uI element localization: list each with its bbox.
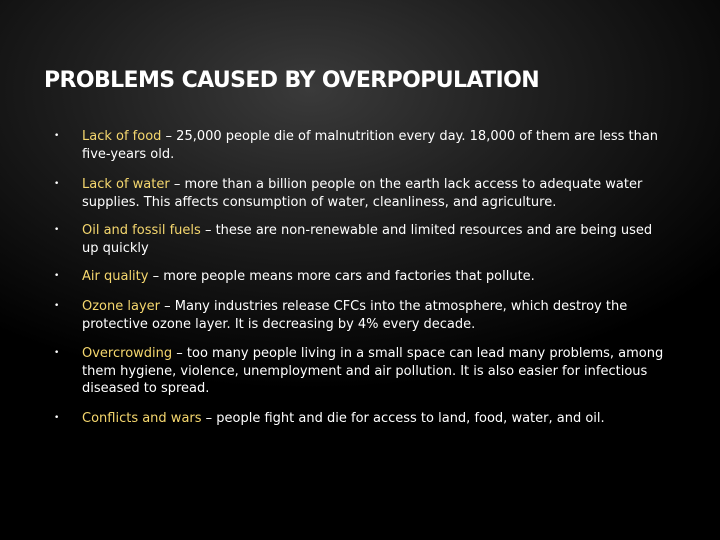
bullet-text [82,176,672,211]
bullet-description: – people fight and die for access to land, food, water, and oil. [201,411,605,426]
bullet-description: – more people means more cars and factories that pollute. [148,269,535,284]
bullet-text [82,298,672,333]
bullet-dot-icon: • [54,413,60,423]
slide-title: PROBLEMS CAUSED BY OVERPOPULATION [44,68,540,93]
bullet-description: – too many people living in a small space can lead many problems, among them hygiene, violence, unemployment and air pollution. It is also easier for infectious diseased to spread. [82,346,664,396]
bullet-keyword: Lack of water [82,177,170,192]
bullet-keyword: Oil and fossil fuels [82,223,201,238]
bullet-text [82,345,672,398]
bullet-dot-icon: • [54,179,60,189]
bullet-dot-icon: • [54,131,60,141]
bullet-description: – 25,000 people die of malnutrition every day. 18,000 of them are less than five-years old. [82,129,659,162]
bullet-description: – these are non-renewable and limited resources and are being used up quickly [82,223,653,256]
bullet-keyword: Air quality [82,269,149,284]
bullet-text [82,128,672,163]
bullet-keyword: Ozone layer [82,299,160,314]
bullet-description: – Many industries release CFCs into the atmosphere, which destroy the protective ozone layer. It is decreasing by 4% every decade. [82,299,628,332]
bullet-keyword: Conflicts and wars [82,411,202,426]
bullet-keyword: Overcrowding [82,346,173,361]
bullet-dot-icon: • [54,348,60,358]
bullet-text [82,410,672,428]
bullet-keyword: Lack of food [82,129,162,144]
bullet-dot-icon: • [54,301,60,311]
bullet-description: – more than a billion people on the earth lack access to adequate water supplies. This affects consumption of water, cleanliness, and agriculture. [82,177,643,210]
bullet-text [82,222,672,257]
bullet-dot-icon: • [54,225,60,235]
bullet-text [82,268,672,286]
bullet-dot-icon: • [54,271,60,281]
